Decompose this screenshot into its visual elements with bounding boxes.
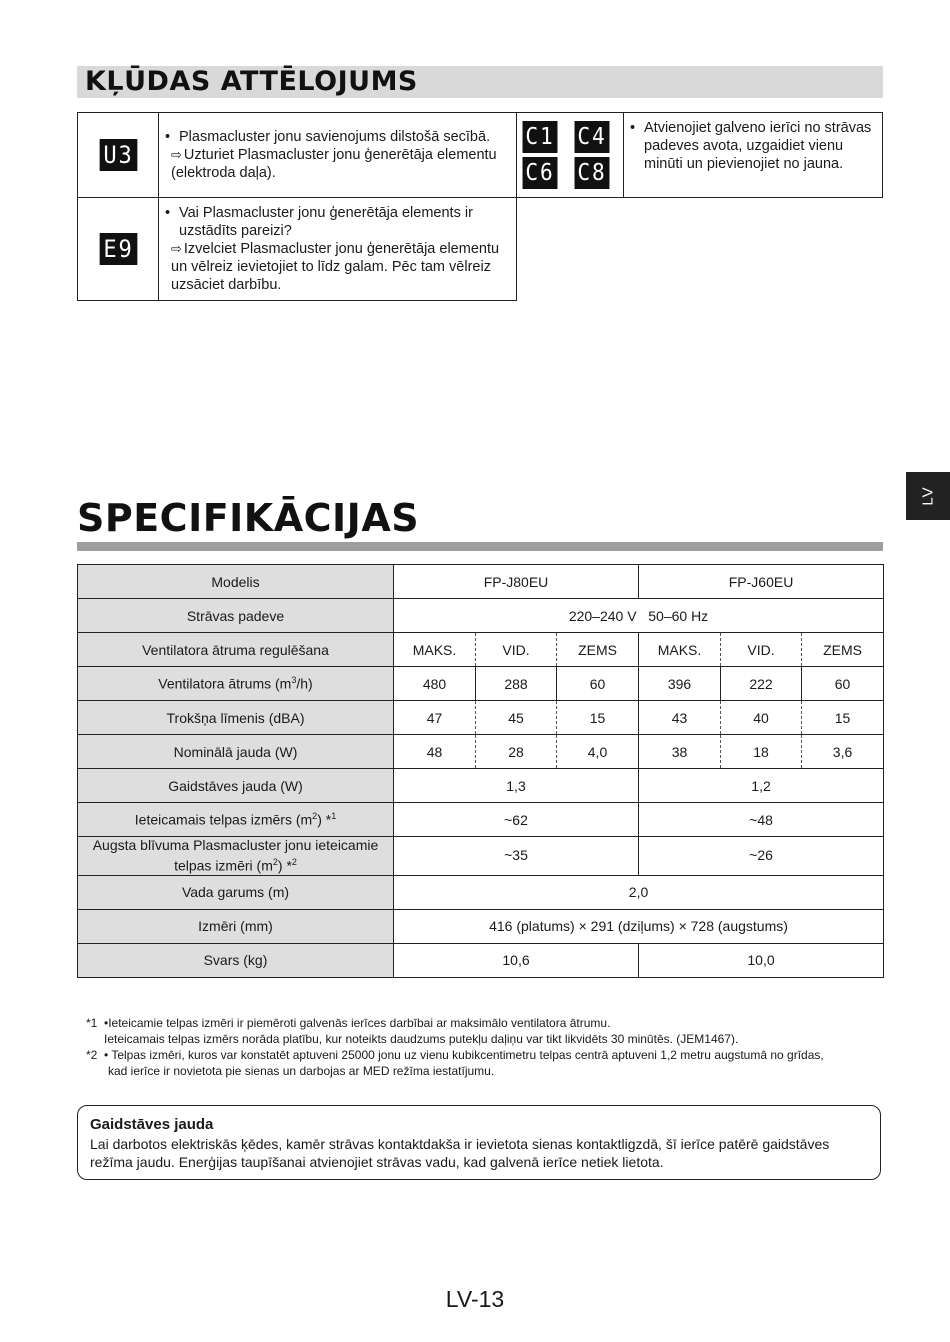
error-table-left <box>77 112 517 301</box>
spec-value: 40 <box>721 701 802 735</box>
spec-value: 60 <box>802 667 884 701</box>
spec-value: 416 (platums) × 291 (dziļums) × 728 (augstums) <box>394 909 884 943</box>
spec-row-cord-length <box>78 875 884 909</box>
error-row-e9 <box>78 198 517 301</box>
display-code-c8: C8 <box>575 157 610 189</box>
spec-value: 220–240 V 50–60 Hz <box>394 599 884 633</box>
spec-section-rule <box>77 542 883 551</box>
footnote-line: • Telpas izmēri, kuros var konstatēt aptuveni 25000 jonu uz vienu kubikcentimetru telpas centrā aptuveni 1,2 metru augstumā no grīdas, <box>104 1048 824 1062</box>
footnote-mark: *1 <box>86 1016 98 1030</box>
spec-row-room-size <box>78 803 884 837</box>
spec-label: Gaidstāves jauda (W) <box>78 769 394 803</box>
page-number: LV-13 <box>445 1286 505 1312</box>
error-action <box>165 146 508 182</box>
spec-value: 2,0 <box>394 875 884 909</box>
error-row-c-codes <box>517 113 883 198</box>
spec-fan-mode: MAKS. <box>639 633 721 667</box>
error-action <box>165 240 508 294</box>
footnote-line: Ieteicamais telpas izmērs norāda platību, kur noteikts daudzums putekļu daļiņu var tikt likvidēts 30 minūtēs. (JEM1467). <box>104 1032 739 1046</box>
spec-row-fan-speed <box>78 633 884 667</box>
error-action-text: Uzturiet Plasmacluster jonu ģenerētāja elementu (elektroda daļa). <box>171 147 497 181</box>
spec-value: 48 <box>394 735 476 769</box>
spec-label: Strāvas padeve <box>78 599 394 633</box>
spec-value: 1,3 <box>394 769 639 803</box>
spec-label: Izmēri (mm) <box>78 909 394 943</box>
spec-value: ~62 <box>394 803 639 837</box>
spec-label: Augsta blīvuma Plasmacluster jonu ieteicamie telpas izmēri $(m^2)$ *$^2$ <box>78 837 394 876</box>
spec-row-power-supply <box>78 599 884 633</box>
language-side-tab <box>906 472 950 520</box>
spec-fan-mode: VID. <box>721 633 802 667</box>
spec-label: Ieteicamais telpas izmērs $(m^2)$ *$^1$ <box>78 803 394 837</box>
spec-model-name: FP-J60EU <box>639 565 884 599</box>
spec-model-name: FP-J80EU <box>394 565 639 599</box>
spec-label: Ventilatora ātruma regulēšana <box>78 633 394 667</box>
footnote <box>86 1047 886 1079</box>
standby-note-title: Gaidstāves jauda <box>90 1116 214 1133</box>
spec-fan-mode: VID. <box>476 633 557 667</box>
spec-row-rated-power <box>78 735 884 769</box>
spec-fan-mode: ZEMS <box>802 633 884 667</box>
spec-table <box>77 564 884 978</box>
spec-value: ~48 <box>639 803 884 837</box>
error-section-title: KĻŪDAS ATTĒLOJUMS <box>85 66 418 97</box>
spec-value: 396 <box>639 667 721 701</box>
footnote-line: •Ieteicamie telpas izmēri ir piemēroti galvenās ierīces darbībai ar maksimālo ventilatora ātrumu. <box>104 1016 611 1030</box>
display-code-grid <box>517 121 623 189</box>
display-code-c4: C4 <box>575 121 610 153</box>
spec-value: ~26 <box>639 837 884 876</box>
display-code-e9: E9 <box>99 233 137 265</box>
spec-row-dimensions <box>78 909 884 943</box>
error-row-u3 <box>78 113 517 198</box>
spec-row-model <box>78 565 884 599</box>
spec-value: 480 <box>394 667 476 701</box>
spec-value: 47 <box>394 701 476 735</box>
error-code-cell <box>78 113 159 198</box>
spec-fan-mode: ZEMS <box>557 633 639 667</box>
footnotes <box>86 1015 886 1079</box>
footnote-body <box>104 1015 886 1047</box>
display-code-c6: C6 <box>523 157 558 189</box>
spec-label: Modelis <box>78 565 394 599</box>
error-table-right <box>516 112 883 198</box>
error-code-cell <box>78 198 159 301</box>
spec-value: 1,2 <box>639 769 884 803</box>
spec-value: 15 <box>557 701 639 735</box>
spec-fan-mode: MAKS. <box>394 633 476 667</box>
spec-row-airflow <box>78 667 884 701</box>
spec-label: Svars (kg) <box>78 943 394 977</box>
footnote-body <box>104 1047 886 1079</box>
spec-value: 10,6 <box>394 943 639 977</box>
error-cause: • Atvienojiet galveno ierīci no strāvas padeves avota, uzgaidiet vienu minūti un pievienojiet no jauna. <box>630 119 874 173</box>
spec-row-hd-room-size <box>78 837 884 876</box>
display-code-u3: U3 <box>99 139 137 171</box>
spec-value: 222 <box>721 667 802 701</box>
spec-value: 10,0 <box>639 943 884 977</box>
footnote <box>86 1015 886 1047</box>
spec-row-weight <box>78 943 884 977</box>
footnote-line: kad ierīce ir novietota pie sienas un darbojas ar MED režīma iestatījumu. <box>108 1064 495 1078</box>
arrow-right-icon: ⇨ <box>171 147 182 162</box>
spec-value: 4,0 <box>557 735 639 769</box>
spec-value: 38 <box>639 735 721 769</box>
spec-row-standby-power <box>78 769 884 803</box>
spec-label: Nominālā jauda (W) <box>78 735 394 769</box>
arrow-right-icon: ⇨ <box>171 241 182 256</box>
spec-value: 60 <box>557 667 639 701</box>
spec-value: 43 <box>639 701 721 735</box>
error-description-cell <box>159 113 517 198</box>
footnote-mark: *2 <box>86 1048 98 1062</box>
spec-value: 288 <box>476 667 557 701</box>
spec-value: 3,6 <box>802 735 884 769</box>
spec-label: Ventilatora ātrums $(m^3/h)$ <box>78 667 394 701</box>
spec-value: 28 <box>476 735 557 769</box>
spec-label: Vada garums (m) <box>78 875 394 909</box>
spec-value: 15 <box>802 701 884 735</box>
language-tab-label: LV <box>919 486 937 506</box>
error-action-text: Izvelciet Plasmacluster jonu ģenerētāja elementu un vēlreiz ievietojiet to līdz galam. Pēc tam vēlreiz uzsāciet darbību. <box>171 241 500 293</box>
error-cause: • Vai Plasmacluster jonu ģenerētāja elements ir uzstādīts pareizi? <box>165 204 508 240</box>
spec-value: 18 <box>721 735 802 769</box>
spec-section-title: SPECIFIKĀCIJAS <box>77 496 420 540</box>
spec-row-noise <box>78 701 884 735</box>
error-description-cell <box>159 198 517 301</box>
error-code-cell <box>517 113 624 198</box>
standby-power-note <box>77 1105 881 1180</box>
error-cause: • Plasmacluster jonu savienojums dilstošā secībā. <box>165 128 508 146</box>
spec-value: 45 <box>476 701 557 735</box>
error-description-cell <box>624 113 883 198</box>
spec-value: ~35 <box>394 837 639 876</box>
error-section-heading-bar <box>77 66 883 98</box>
standby-note-text: Lai darbotos elektriskās ķēdes, kamēr strāvas kontaktdakša ir ievietota sienas kontaktligzdā, šī ierīce patērē gaidstāves režīma jaudu. Enerģijas taupīšanai atvienojiet strāvas vadu, kad galvenā ierīce netiek lietota. <box>90 1136 830 1170</box>
spec-label: Trokšņa līmenis (dBA) <box>78 701 394 735</box>
display-code-c1: C1 <box>523 121 558 153</box>
